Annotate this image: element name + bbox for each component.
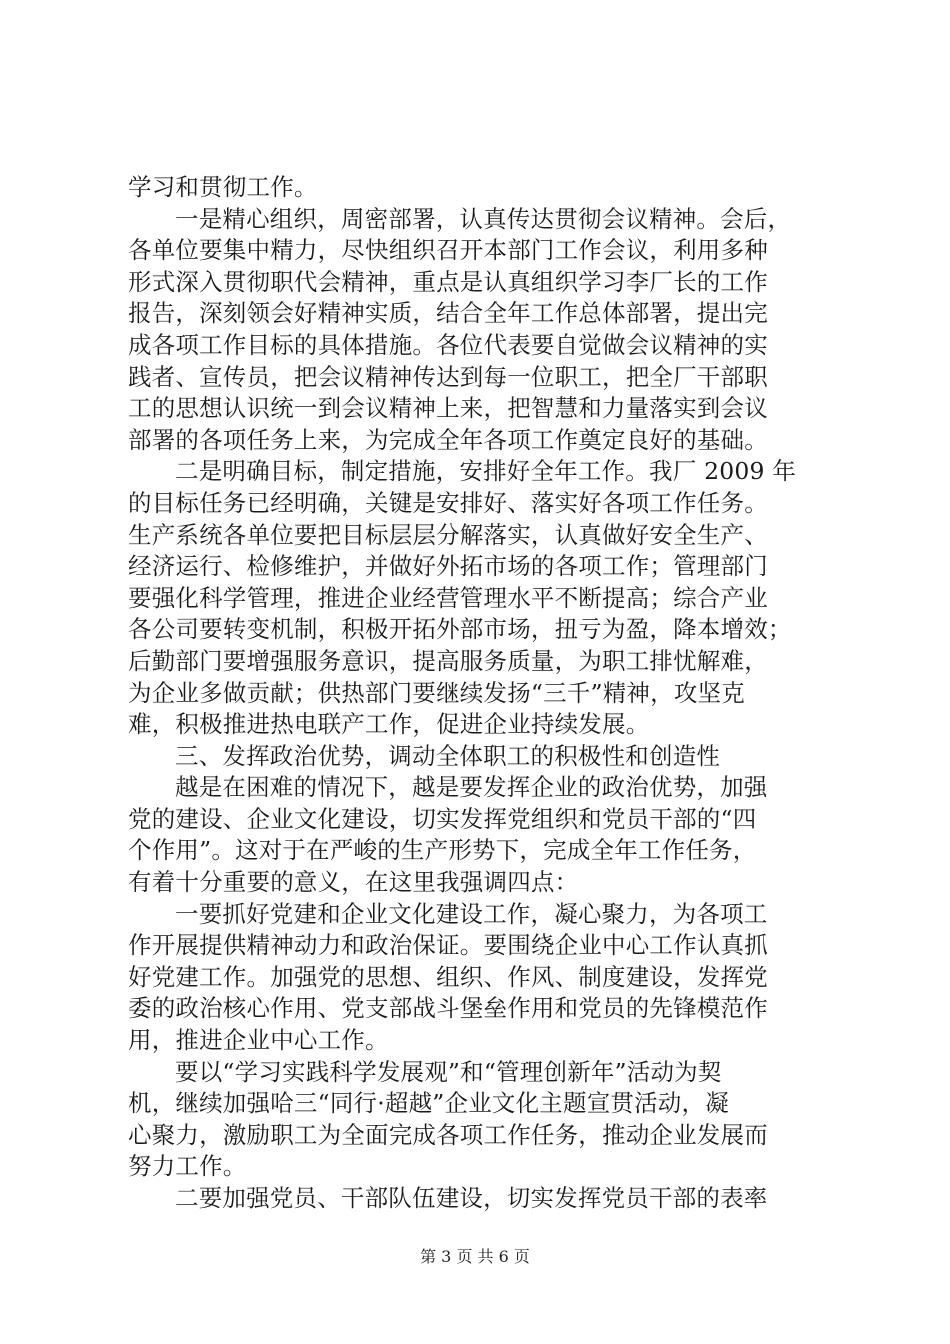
text-line: 的目标任务已经明确，关键是安排好、落实好各项工作任务。	[128, 488, 768, 517]
text-line: 二要加强党员、干部队伍建设，切实发挥党员干部的表率	[175, 1184, 768, 1212]
text-line: 一是精心组织，周密部署，认真传达贯彻会议精神。会后，	[175, 204, 792, 233]
text-line: 各单位要集中精力，尽快组织召开本部门工作会议，利用多种	[128, 236, 768, 265]
text-line: 学习和贯彻工作。	[128, 173, 318, 201]
text-line: 机，继续加强哈三“同行·超越”企业文化主题宣贯活动，凝	[128, 1089, 729, 1118]
page-footer: 第 3 页 共 6 页	[420, 1247, 530, 1266]
text-line: 党的建设、企业文化建设，切实发挥党组织和党员干部的“四	[128, 804, 757, 833]
text-line: 报告，深刻领会好精神实质，结合全年工作总体部署，提出完	[128, 299, 768, 328]
text-line: 工的思想认识统一到会议精神上来，把智慧和力量落实到会议	[128, 394, 768, 423]
text-line: 为企业多做贡献；供热部门要继续发扬“三千”精神，攻坚克	[128, 678, 745, 707]
text-line: 作开展提供精神动力和政治保证。要围绕企业中心工作认真抓	[128, 931, 768, 960]
text-line: 个作用”。这对于在严峻的生产形势下，完成全年工作任务，	[128, 836, 757, 865]
text-line: 形式深入贯彻职代会精神，重点是认真组织学习李厂长的工作	[128, 267, 768, 296]
text-line: 要强化科学管理，推进企业经营管理水平不断提高；综合产业	[128, 583, 768, 612]
text-line: 三、发挥政治优势，调动全体职工的积极性和创造性	[175, 741, 721, 770]
text-line: 成各项工作目标的具体措施。各位代表要自觉做会议精神的实	[128, 330, 768, 359]
text-line: 二是明确目标，制定措施，安排好全年工作。我厂 2009 年	[175, 457, 797, 486]
text-line: 践者、宣传员，把会议精神传达到每一位职工，把全厂干部职	[128, 362, 768, 391]
text-line: 经济运行、检修维护，并做好外拓市场的各项工作；管理部门	[128, 552, 768, 581]
text-line: 一要抓好党建和企业文化建设工作，凝心聚力，为各项工	[175, 899, 768, 928]
text-line: 心聚力，激励职工为全面完成各项工作任务，推动企业发展而	[128, 1120, 768, 1149]
text-line: 各公司要转变机制，积极开拓外部市场，扭亏为盈，降本增效；	[128, 615, 792, 644]
text-line: 委的政治核心作用、党支部战斗堡垒作用和党员的先锋模范作	[128, 994, 768, 1023]
text-line: 后勤部门要增强服务意识，提高服务质量，为职工排忧解难，	[128, 646, 768, 675]
text-line: 好党建工作。加强党的思想、组织、作风、制度建设，发挥党	[128, 962, 768, 991]
text-line: 难，积极推进热电联产工作，促进企业持续发展。	[128, 710, 650, 739]
text-line: 要以“学习实践科学发展观”和“管理创新年”活动为契	[175, 1057, 722, 1086]
text-line: 部署的各项任务上来，为完成全年各项工作奠定良好的基础。	[128, 425, 768, 454]
text-line: 努力工作。	[128, 1152, 247, 1181]
text-line: 生产系统各单位要把目标层层分解落实，认真做好安全生产、	[128, 520, 768, 549]
document-body	[128, 172, 828, 1215]
text-line: 越是在困难的情况下，越是要发挥企业的政治优势，加强	[175, 773, 768, 802]
text-line: 有着十分重要的意义，在这里我强调四点：	[128, 868, 579, 897]
text-line: 用，推进企业中心工作。	[128, 1026, 389, 1055]
